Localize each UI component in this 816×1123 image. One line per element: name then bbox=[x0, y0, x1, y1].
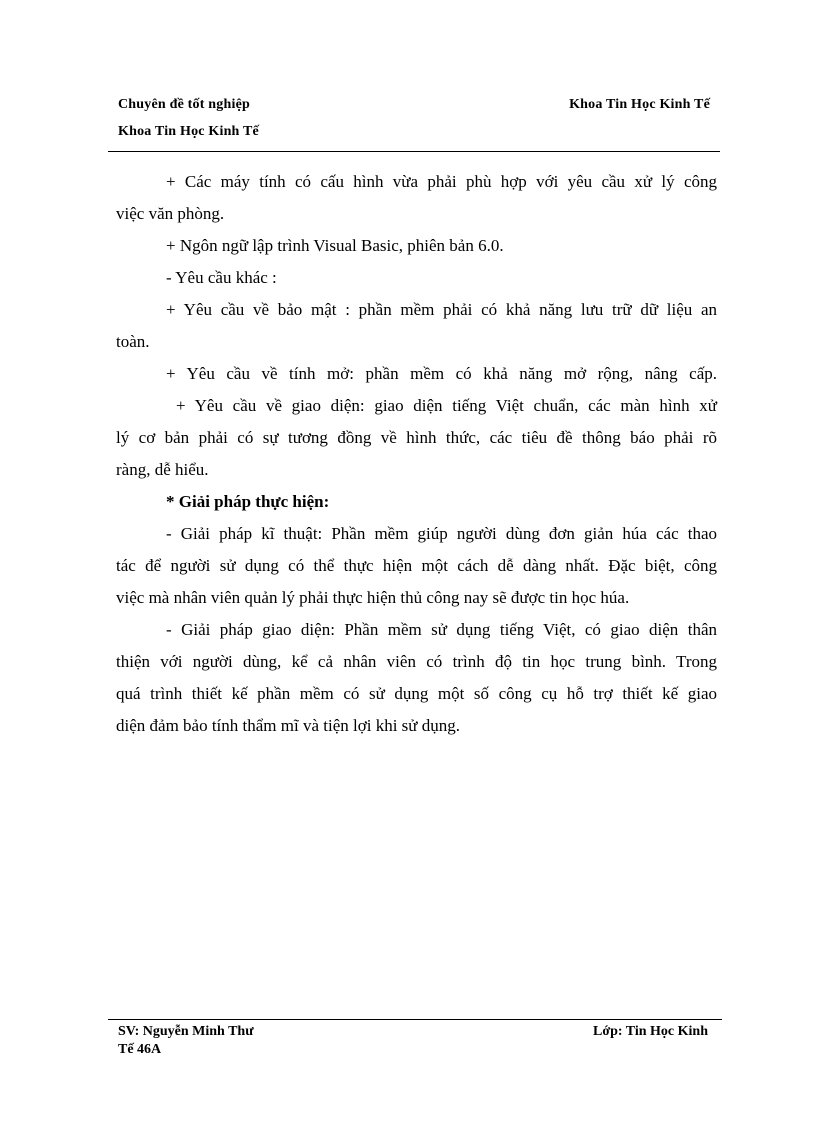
header-left-title: Chuyên đề tốt nghiệp bbox=[118, 97, 250, 112]
body-line-p3: - Yêu cầu khác : bbox=[166, 268, 277, 287]
body-line-p8-1: - Giải pháp giao diện: Phần mềm sử dụng tiếng Việt, có giao diện thân bbox=[166, 620, 717, 639]
body-line-p7-2: tác để người sử dụng có thể thực hiện một cách dễ dàng nhất. Đặc biệt, công bbox=[116, 556, 717, 575]
heading-text: Giải pháp thực hiện: bbox=[178, 492, 330, 511]
header-divider bbox=[108, 151, 720, 152]
body-line-p2: + Ngôn ngữ lập trình Visual Basic, phiên bản 6.0. bbox=[166, 236, 504, 255]
header-right-title: Khoa Tin Học Kinh Tế bbox=[569, 97, 710, 112]
footer-class-continued: Tế 46A bbox=[118, 1042, 162, 1057]
section-heading bbox=[166, 486, 329, 518]
body-line-p6-1: + Yêu cầu về giao diện: giao diện tiếng Việt chuẩn, các màn hình xử bbox=[176, 396, 717, 415]
footer-student: SV: Nguyễn Minh Thư bbox=[118, 1024, 254, 1039]
body-line-p8-2: thiện với người dùng, kể cả nhân viên có trình độ tin học trung bình. Trong bbox=[116, 652, 717, 671]
body-line-p7-3: việc mà nhân viên quản lý phải thực hiện thủ công nay sẽ được tin học húa. bbox=[116, 588, 630, 607]
body-line-p8-4: diện đảm bảo tính thẩm mĩ và tiện lợi khi sử dụng. bbox=[116, 716, 460, 735]
body-line-p1-2: việc văn phòng. bbox=[116, 204, 225, 223]
body-line-p1-1: + Các máy tính có cấu hình vừa phải phù hợp với yêu cầu xử lý công bbox=[166, 172, 717, 191]
body-line-p7-1: - Giải pháp kĩ thuật: Phần mềm giúp người dùng đơn giản húa các thao bbox=[166, 524, 717, 543]
footer-class: Lớp: Tin Học Kinh bbox=[592, 1024, 708, 1039]
footer-divider bbox=[108, 1019, 722, 1020]
body-line-p8-3: quá trình thiết kế phần mềm có sử dụng một số công cụ hỗ trợ thiết kế giao bbox=[116, 684, 717, 703]
body-line-p6-2: lý cơ bản phải có sự tương đồng về hình thức, các tiêu đề thông báo phải rõ bbox=[116, 428, 717, 447]
body-line-p6-3: ràng, dễ hiểu. bbox=[116, 460, 209, 479]
header-left-subtitle: Khoa Tin Học Kinh Tế bbox=[118, 124, 259, 139]
body-line-p4-1: + Yêu cầu về bảo mật : phần mềm phải có khả năng lưu trữ dữ liệu an bbox=[166, 300, 717, 319]
body-line-p4-2: toàn. bbox=[116, 332, 150, 351]
heading-bullet: * bbox=[166, 492, 179, 511]
body-line-p5: + Yêu cầu về tính mở: phần mềm có khả năng mở rộng, nâng cấp. bbox=[166, 364, 717, 383]
